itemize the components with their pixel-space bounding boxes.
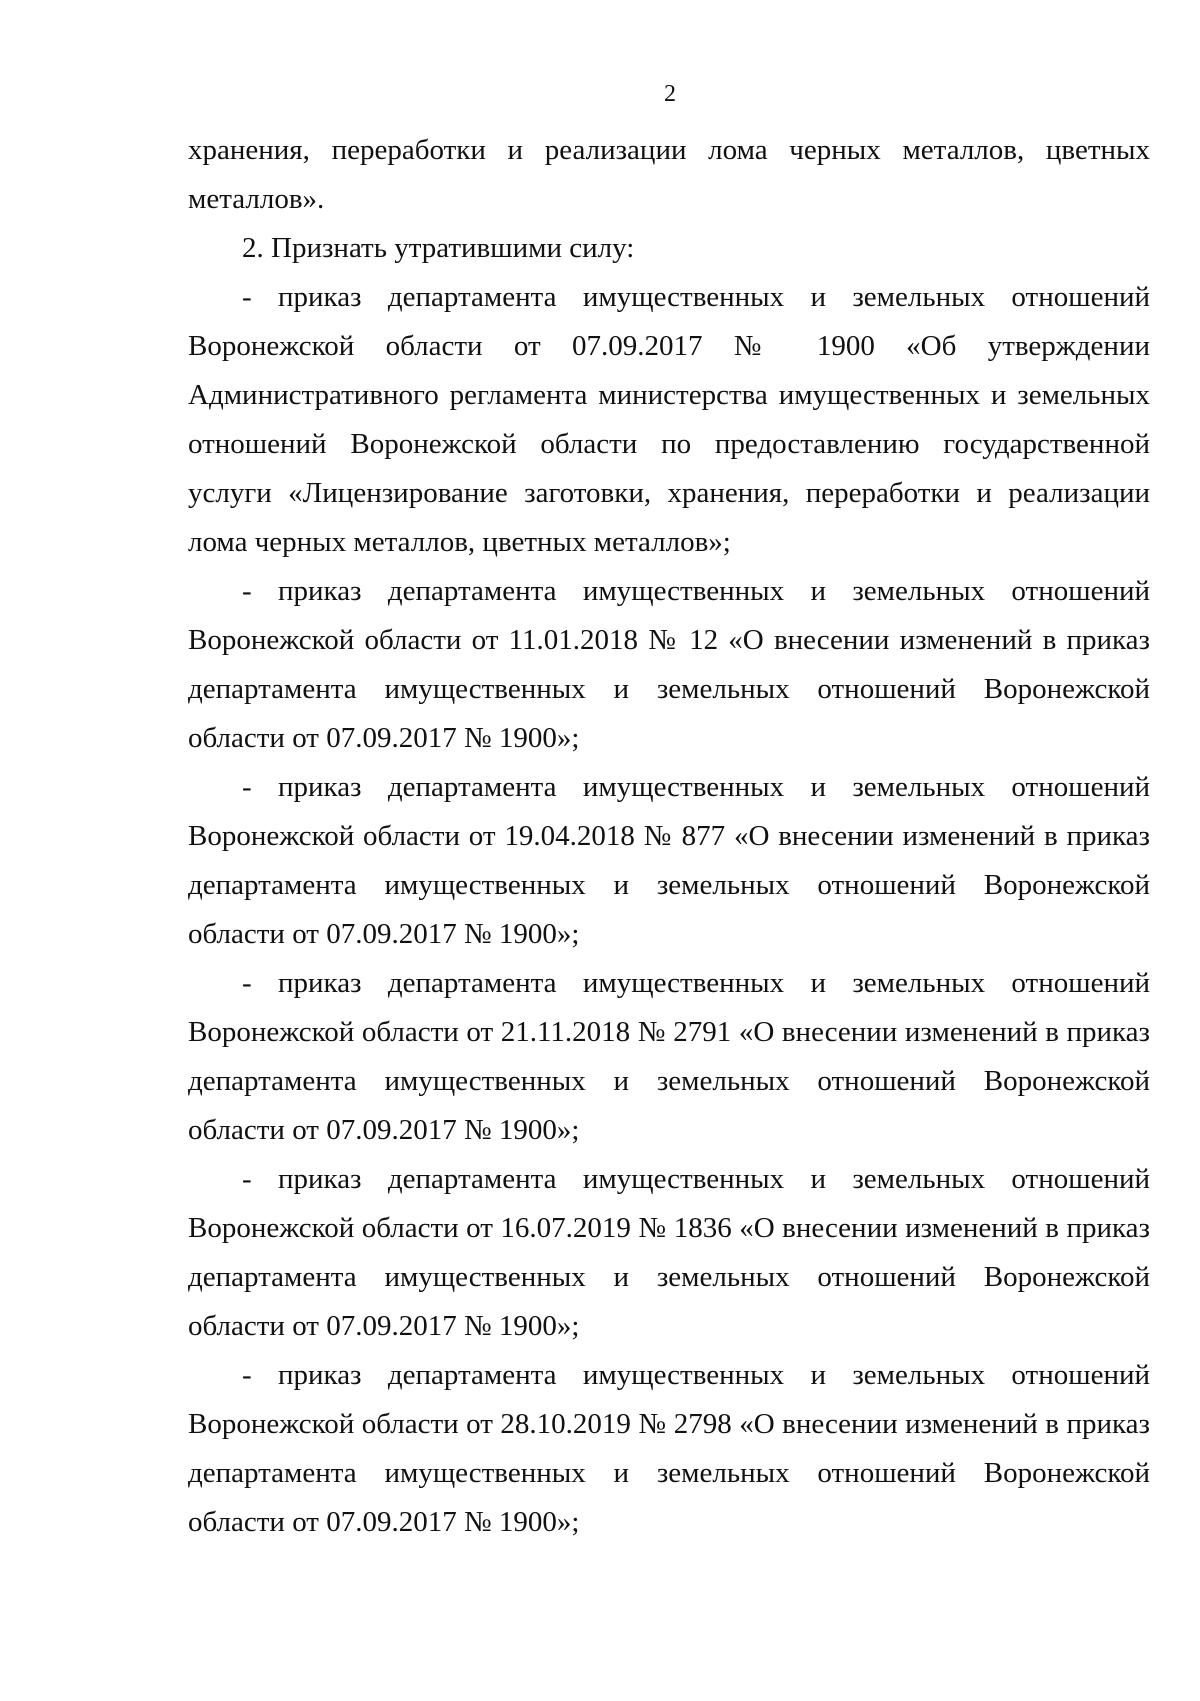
paragraph-repealed-order-6: - приказ департамента имущественных и земельных отношений Воронежской области от 28.10.2019 № 2798 «О внесении изменений в приказ департамента имущественных и земельных отношений Воронежской области от 07.09.2017 № 1900»; (188, 1359, 1150, 1538)
paragraph-repealed-order-2: - приказ департамента имущественных и земельных отношений Воронежской области от 11.01.2018 № 12 «О внесении изменений в приказ департамента имущественных и земельных отношений Воронежской области от 07.09.2017 № 1900»; (188, 575, 1150, 754)
paragraph-repealed-order-4: - приказ департамента имущественных и земельных отношений Воронежской области от 21.11.2018 № 2791 «О внесении изменений в приказ департамента имущественных и земельных отношений Воронежской области от 07.09.2017 № 1900»; (188, 967, 1150, 1146)
paragraph-repealed-order-1: - приказ департамента имущественных и земельных отношений Воронежской области от 07.09.2017 № 1900 «Об утверждении Административного регламента министерства имущественных и земельных отношений Воронежской области по предоставлению государственной услуги «Лицензирование заготовки, хранения, переработки и реализации лома черных металлов, цветных металлов»; (188, 281, 1150, 558)
paragraph-item-2: 2. Признать утратившими силу: (242, 232, 635, 264)
page-number: 2 (664, 81, 676, 107)
paragraph-repealed-order-5: - приказ департамента имущественных и земельных отношений Воронежской области от 16.07.2019 № 1836 «О внесении изменений в приказ департамента имущественных и земельных отношений Воронежской области от 07.09.2017 № 1900»; (188, 1163, 1150, 1342)
document-body (188, 126, 1150, 1547)
paragraph-continuation: хранения, переработки и реализации лома черных металлов, цветных металлов». (188, 134, 1150, 215)
paragraph-repealed-order-3: - приказ департамента имущественных и земельных отношений Воронежской области от 19.04.2018 № 877 «О внесении изменений в приказ департамента имущественных и земельных отношений Воронежской области от 07.09.2017 № 1900»; (188, 771, 1150, 950)
